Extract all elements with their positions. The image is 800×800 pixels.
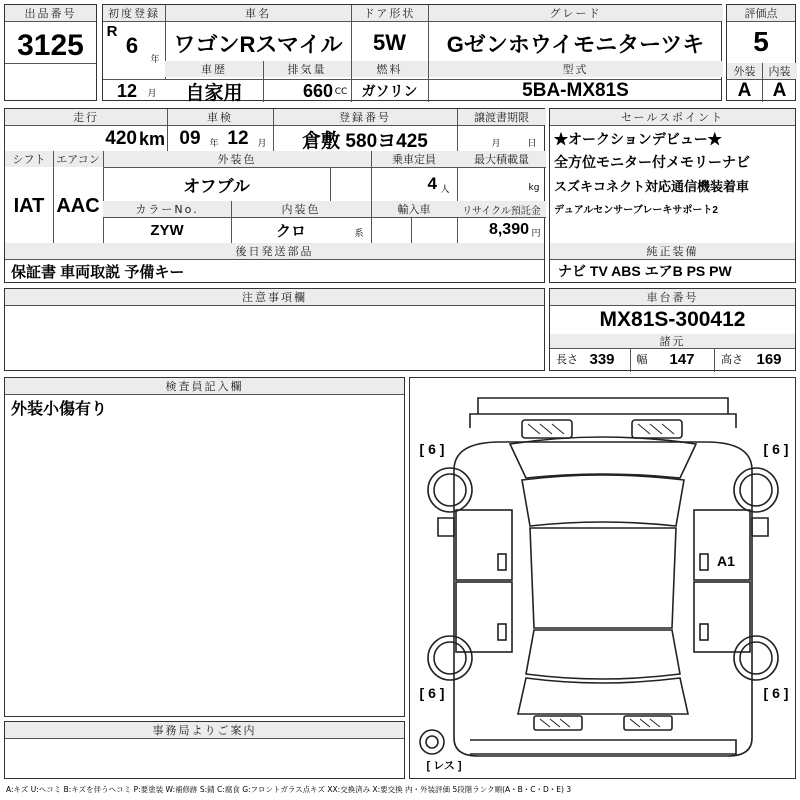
- shift-label: シフト: [5, 151, 53, 167]
- history-value: 自家用: [185, 82, 243, 104]
- recycle-unit: 円: [531, 228, 541, 239]
- headlight-left: [522, 420, 572, 438]
- exterior-label: 外装: [727, 63, 762, 79]
- shift-value: IAT: [13, 194, 45, 217]
- notes-label: 注意事項欄: [5, 289, 544, 305]
- exterior-value: A: [737, 80, 752, 101]
- score-box: [726, 4, 796, 101]
- history-label: 車歴: [165, 61, 263, 77]
- fuel-value: ガソリン: [361, 83, 418, 99]
- mileage-unit: km: [139, 128, 166, 149]
- score-value: 5: [753, 26, 769, 57]
- genuine-equipment-label: 純正装備: [550, 243, 795, 259]
- displacement-value: 660: [302, 80, 333, 101]
- headlight-right: [632, 420, 682, 438]
- capacity-value: 4: [427, 174, 437, 193]
- taillight-left: [534, 716, 582, 730]
- registration-label: 登録番号: [273, 109, 457, 125]
- sales-point-label: セールスポイント: [550, 109, 795, 125]
- ac-label: エアコン: [53, 151, 103, 167]
- car-diagram: [410, 378, 795, 778]
- displacement-label: 排気量: [263, 61, 351, 77]
- sales-point-line-3: スズキコネクト対応通信機装着車: [554, 178, 750, 194]
- interior-color-label: 内装色: [231, 201, 371, 217]
- model-label: 型式: [428, 61, 723, 77]
- grade: Gゼンホウイモニターツキ: [446, 31, 705, 57]
- windshield: [522, 475, 684, 526]
- door-type: 5W: [373, 30, 406, 55]
- capacity-label: 乗車定員: [371, 151, 457, 167]
- lot-box: [4, 4, 97, 101]
- color-no-value: ZYW: [150, 221, 184, 239]
- sales-point-line-1: ★オークションデビュー★: [554, 131, 722, 147]
- ac-value: AAC: [56, 194, 100, 217]
- rear-hatch: [518, 678, 688, 714]
- car-diagram-box: [409, 377, 796, 779]
- office-box: [4, 721, 405, 779]
- sales-point-line-4: デュアルセンサーブレーキサポート2: [554, 204, 718, 216]
- genuine-equipment-value: ナビ TV ABS エアB PS PW: [558, 263, 732, 279]
- width-value: 147: [669, 350, 695, 368]
- spare-tire-label: [ レス ]: [426, 760, 462, 772]
- transfer-label: 譲渡書期限: [457, 109, 546, 125]
- taillight-right: [624, 716, 672, 730]
- interior-label: 内装: [762, 63, 797, 79]
- spare-tire: [420, 730, 444, 754]
- chassis-label: 車台番号: [550, 289, 795, 305]
- lot-label: 出品番号: [5, 5, 96, 21]
- rear-window: [526, 630, 680, 679]
- interior-color-value: クロ: [275, 222, 306, 240]
- score-label: 評価点: [727, 5, 795, 21]
- inspection-year-unit: 年: [209, 138, 219, 149]
- damage-mark-a1: A1: [717, 553, 735, 569]
- width-label: 幅: [636, 353, 648, 366]
- car-name-label: 車名: [165, 5, 351, 21]
- interior-value: A: [772, 80, 787, 101]
- color-label: 外装色: [103, 151, 371, 167]
- model-value: 5BA-MX81S: [522, 80, 629, 101]
- hood: [510, 437, 696, 478]
- lot-number: 3125: [17, 29, 84, 62]
- roof: [530, 528, 676, 628]
- reg-label: 初度登録: [103, 5, 165, 21]
- office-label: 事務局よりご案内: [5, 722, 404, 738]
- inspection-month: 12: [227, 128, 249, 149]
- chassis-number: MX81S-300412: [599, 308, 746, 331]
- fuel-label: 燃料: [351, 61, 428, 77]
- import-label: 輸入車: [371, 201, 457, 217]
- mileage-value: 420: [105, 128, 137, 149]
- displacement-unit: CC: [334, 87, 348, 97]
- load-label: 最大積載量: [457, 151, 546, 167]
- reg-month: 12: [116, 80, 138, 101]
- reg-year-unit: 年: [150, 54, 160, 65]
- transfer-day-unit: 日: [527, 138, 537, 149]
- car-name: ワゴンRスマイル: [173, 31, 343, 57]
- tire-depth-front-right: [ 6 ]: [763, 441, 789, 457]
- sales-point-box: [549, 108, 796, 283]
- length-value: 339: [589, 350, 615, 368]
- body-outline: [454, 442, 752, 756]
- capacity-unit: 人: [440, 184, 450, 195]
- spec-grid: [4, 108, 545, 283]
- registration-value: 倉敷 580ヨ425: [302, 130, 428, 152]
- later-parts-label: 後日発送部品: [5, 243, 544, 259]
- color-value: オフブル: [183, 176, 250, 196]
- era: R: [106, 22, 118, 40]
- sales-point-line-2: 全方位モニター付メモリーナビ: [554, 154, 750, 170]
- tire-depth-rear-right: [ 6 ]: [763, 685, 789, 701]
- tire-depth-front-left: [ 6 ]: [419, 441, 445, 457]
- recycle-label: リサイクル預託金: [457, 201, 546, 217]
- notes-box: [4, 288, 545, 371]
- inspection-year: 09: [179, 128, 201, 149]
- transfer-month-unit: 月: [491, 138, 501, 149]
- damage-legend: A:キズ U:ヘコミ B:キズを伴うヘコミ P:要塗装 W:補修跡 S:錆 C:腐食 G:フロントガラス点キズ XX:交換済み X:要交換 内・外装評価 5段階ランク順(A・B・C・D・E) 3: [6, 784, 572, 794]
- inspection-month-unit: 月: [257, 138, 267, 149]
- front-bumper: [478, 398, 728, 414]
- door-label: ドア形状: [351, 5, 428, 21]
- header-grid: [102, 4, 722, 104]
- rear-bumper: [470, 740, 736, 754]
- inspector-label: 検査員記入欄: [5, 378, 404, 394]
- inspector-comment: 外装小傷有り: [11, 400, 108, 418]
- inspector-box: [4, 377, 405, 717]
- reg-year: 6: [125, 33, 139, 58]
- later-parts-value: 保証書 車両取説 予備キー: [11, 263, 185, 281]
- reg-month-unit: 月: [147, 88, 157, 99]
- mileage-label: 走行: [5, 109, 167, 125]
- color-no-label: カラーNo.: [103, 201, 231, 217]
- height-label: 高さ: [721, 353, 743, 366]
- interior-color-unit: 系: [354, 228, 364, 239]
- chassis-box: [549, 288, 796, 371]
- tire-depth-rear-left: [ 6 ]: [419, 685, 445, 701]
- recycle-value: 8,390: [488, 221, 529, 238]
- length-label: 長さ: [556, 353, 578, 366]
- height-value: 169: [756, 350, 782, 368]
- load-unit: kg: [528, 183, 540, 193]
- specs-label: 諸元: [550, 334, 795, 348]
- inspection-label: 車検: [167, 109, 273, 125]
- grade-label: グレード: [428, 5, 723, 21]
